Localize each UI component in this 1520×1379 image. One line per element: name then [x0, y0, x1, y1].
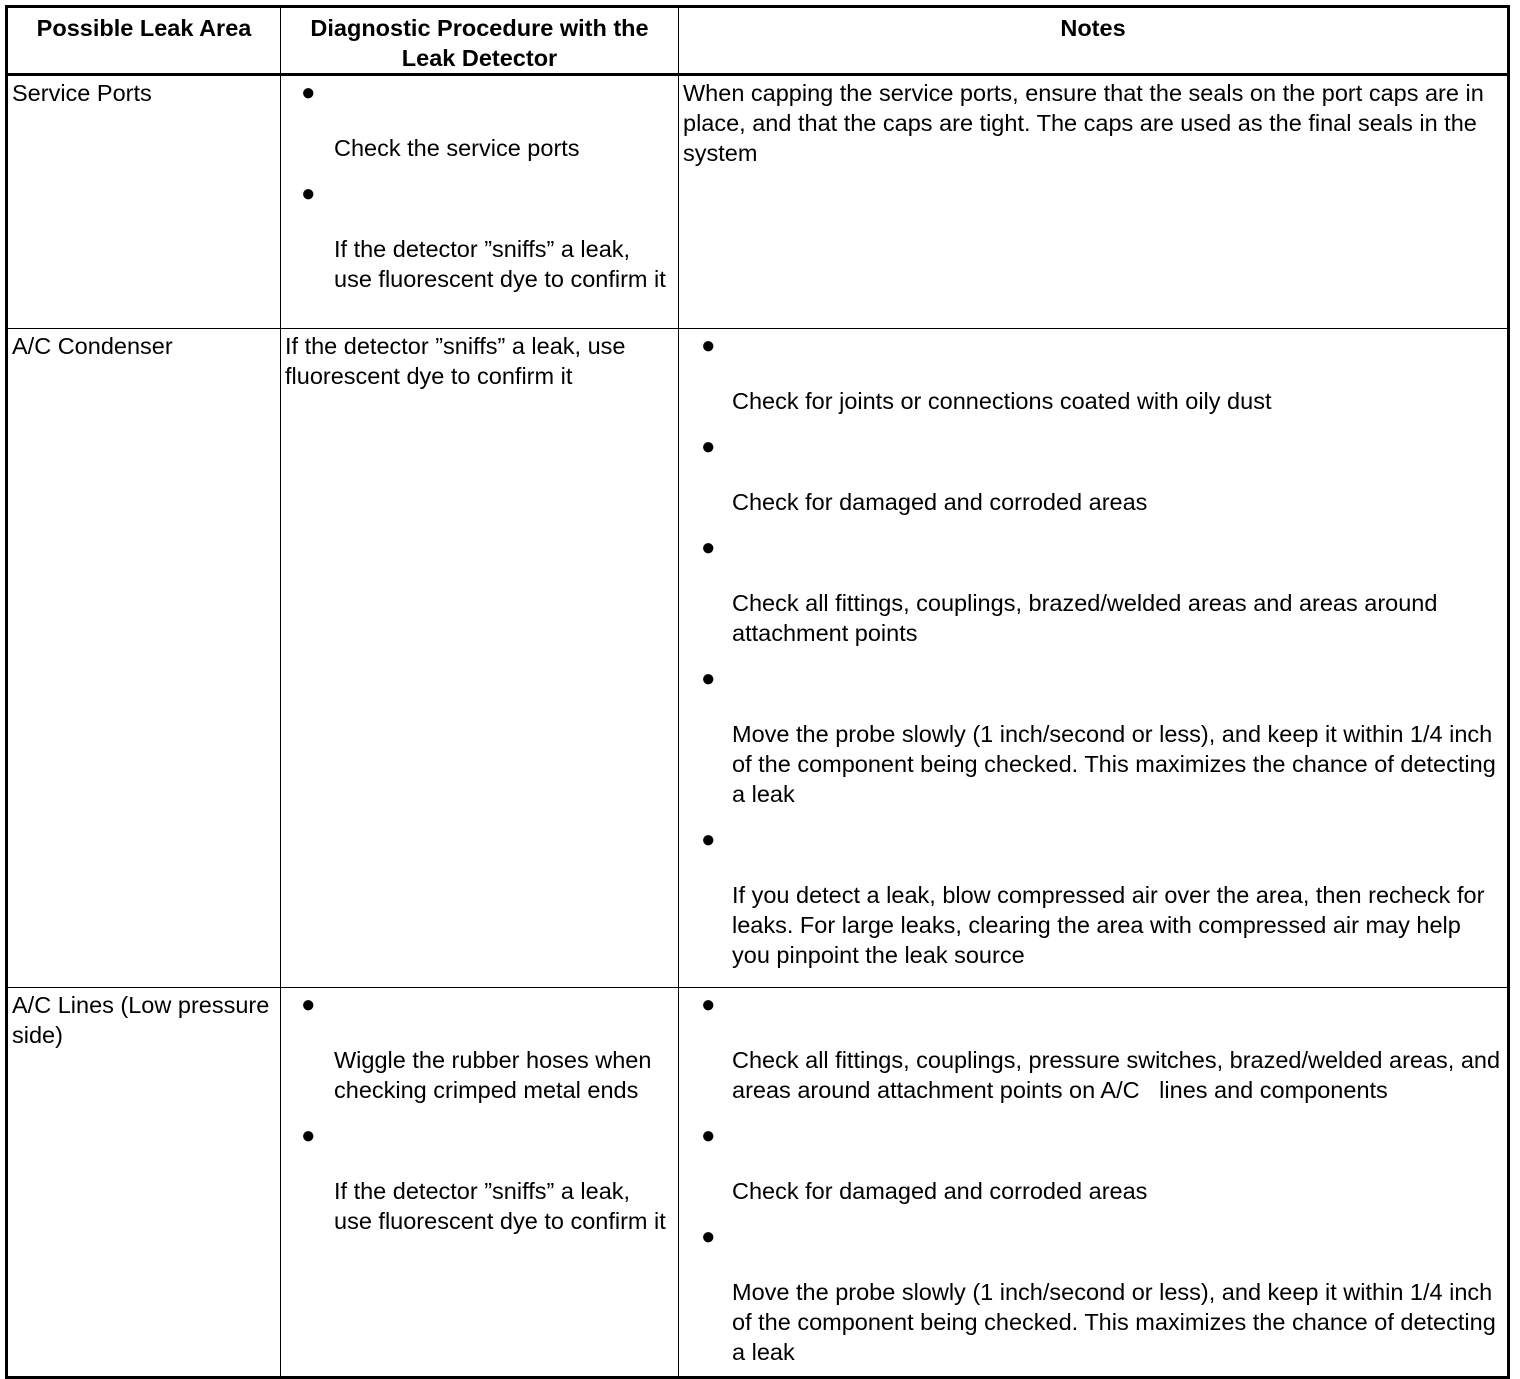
bullet-icon: ● — [701, 1122, 716, 1149]
procedure-cell — [281, 75, 679, 329]
leak-diagnosis-table — [5, 5, 1510, 1379]
leak-area-cell — [7, 75, 281, 329]
leak-area-label: A/C Lines (Low pressure side) — [12, 992, 270, 1048]
procedure-cell — [281, 329, 679, 988]
list-item-text: If the detector ”sniffs” a leak, use fluorescent dye to confirm it — [334, 236, 666, 292]
list-item-text: Wiggle the rubber hoses when checking crimped metal ends — [334, 1047, 652, 1103]
list-item — [683, 331, 1503, 416]
header-notes: Notes — [679, 7, 1509, 75]
procedure-list — [285, 78, 674, 294]
header-possible-leak-area: Possible Leak Area — [7, 7, 281, 75]
notes-cell — [679, 75, 1509, 329]
leak-area-cell — [7, 329, 281, 988]
list-item — [285, 78, 674, 163]
list-item — [683, 664, 1503, 809]
list-item-text: Check for joints or connections coated with oily dust — [732, 388, 1272, 414]
list-item — [683, 432, 1503, 517]
bullet-icon: ● — [301, 991, 316, 1018]
list-item — [285, 179, 674, 294]
list-item-text: If the detector ”sniffs” a leak, use fluorescent dye to confirm it — [334, 1178, 666, 1234]
header-diagnostic-procedure: Diagnostic Procedure with the Leak Detector — [281, 7, 679, 75]
table-row — [7, 329, 1509, 988]
list-item-text: Check all fittings, couplings, pressure switches, brazed/welded areas, and areas around attachment points on A/C lines and components — [732, 1047, 1507, 1103]
table-row — [7, 988, 1509, 1378]
leak-area-cell — [7, 988, 281, 1378]
header-row — [7, 7, 1509, 75]
bullet-icon: ● — [701, 534, 716, 561]
list-item-text: Check for damaged and corroded areas — [732, 1178, 1148, 1204]
notes-cell — [679, 988, 1509, 1378]
bullet-icon: ● — [301, 79, 316, 106]
list-item-text: Check the service ports — [334, 135, 580, 161]
leak-area-label: Service Ports — [12, 80, 152, 106]
bullet-icon: ● — [301, 180, 316, 207]
bullet-icon: ● — [301, 1122, 316, 1149]
list-item-text: Move the probe slowly (1 inch/second or less), and keep it within 1/4 inch of the component being checked. This maximizes the chance of detecting a leak — [732, 721, 1496, 807]
table-row — [7, 75, 1509, 329]
notes-cell — [679, 329, 1509, 988]
notes-text: When capping the service ports, ensure that the seals on the port caps are in place, and that the caps are tight. The caps are used as the final seals in the system — [683, 80, 1484, 166]
list-item-text: Move the probe slowly (1 inch/second or less), and keep it within 1/4 inch of the component being checked. This maximizes the chance of detecting a leak — [732, 1279, 1496, 1365]
procedure-text: If the detector ”sniffs” a leak, use fluorescent dye to confirm it — [285, 333, 626, 389]
list-item — [683, 1222, 1503, 1367]
notes-list — [683, 331, 1503, 970]
notes-list — [683, 990, 1507, 1367]
leak-area-label: A/C Condenser — [12, 333, 173, 359]
bullet-icon: ● — [701, 665, 716, 692]
bullet-icon: ● — [701, 826, 716, 853]
procedure-cell — [281, 988, 679, 1378]
list-item-text: Check for damaged and corroded areas — [732, 489, 1148, 515]
list-item — [683, 533, 1503, 648]
list-item — [683, 990, 1507, 1105]
bullet-icon: ● — [701, 332, 716, 359]
bullet-icon: ● — [701, 1223, 716, 1250]
list-item — [683, 825, 1503, 970]
list-item — [285, 990, 674, 1105]
bullet-icon: ● — [701, 991, 716, 1018]
list-item-text: Check all fittings, couplings, brazed/welded areas and areas around attachment points — [732, 590, 1438, 646]
list-item — [285, 1121, 674, 1236]
list-item-text: If you detect a leak, blow compressed air over the area, then recheck for leaks. For large leaks, clearing the area with compressed air may help you pinpoint the leak source — [732, 882, 1485, 968]
bullet-icon: ● — [701, 433, 716, 460]
list-item — [683, 1121, 1503, 1206]
procedure-list — [285, 990, 674, 1236]
